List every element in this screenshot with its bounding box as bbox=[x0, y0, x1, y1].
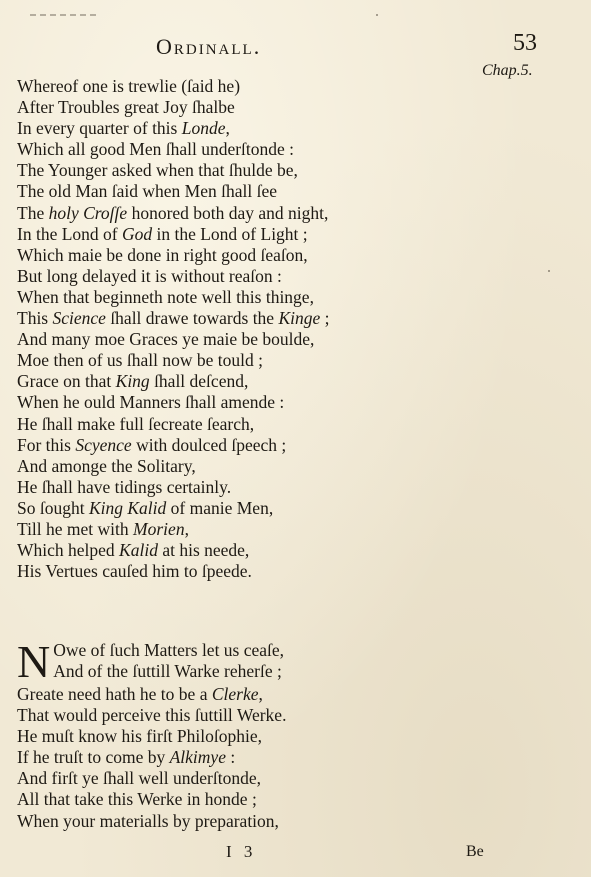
italic-text: Alkimye bbox=[169, 747, 226, 768]
text: ſhall drawe towards the bbox=[105, 308, 279, 329]
text: But long delayed it is without reaſon : bbox=[17, 265, 282, 286]
text: And of the ſuttill Warke reherſe ; bbox=[53, 661, 282, 682]
text: So ſought bbox=[17, 497, 89, 518]
verse-line bbox=[17, 811, 286, 832]
text: of manie Men, bbox=[166, 497, 274, 518]
verse-line bbox=[17, 308, 330, 329]
text: All that take this Werke in honde ; bbox=[17, 789, 257, 810]
text: in the Lond of Light ; bbox=[152, 223, 308, 244]
text: He muſt know his firſt Philoſophie, bbox=[17, 726, 262, 747]
verse-line bbox=[17, 768, 286, 789]
italic-text: God bbox=[121, 223, 153, 244]
text: Which helped bbox=[17, 540, 120, 561]
text: That would perceive this ſuttill Werke. bbox=[17, 705, 287, 726]
text: If he truſt to come by bbox=[17, 747, 170, 768]
text: Grace on that bbox=[17, 371, 116, 392]
verse-line bbox=[17, 97, 330, 118]
text: When your materialls by preparation, bbox=[17, 810, 279, 831]
verse-line bbox=[17, 287, 330, 308]
text: In the Lond of bbox=[17, 223, 122, 244]
text: Till he met with bbox=[17, 518, 134, 539]
verse-line bbox=[17, 181, 330, 202]
verse-line bbox=[17, 414, 330, 435]
drop-cap-lines bbox=[17, 636, 286, 687]
verse-line bbox=[17, 266, 330, 287]
text: , bbox=[258, 684, 263, 704]
text: Moe then of us ſhall now be tould ; bbox=[17, 350, 263, 371]
text: He ſhall have tidings certainly. bbox=[17, 476, 232, 497]
verse-stanza-1 bbox=[17, 76, 330, 582]
text: at his neede, bbox=[157, 540, 250, 561]
italic-text: King Kalid bbox=[88, 497, 167, 518]
verse-line bbox=[17, 726, 286, 747]
catchword: Be bbox=[466, 843, 484, 860]
ink-smudge bbox=[30, 14, 100, 16]
verse-line bbox=[17, 224, 330, 245]
verse-line bbox=[17, 540, 330, 561]
text: And firſt ye ſhall well underſtonde, bbox=[17, 768, 261, 789]
text: honored both day and night, bbox=[127, 202, 329, 223]
text: , bbox=[225, 118, 230, 139]
text: His Vertues cauſed him to ſpeede. bbox=[17, 561, 252, 582]
text: This bbox=[17, 308, 53, 329]
verse-line bbox=[17, 118, 330, 139]
text: ; bbox=[320, 308, 330, 329]
text: For this bbox=[17, 434, 76, 455]
stanza-lines bbox=[17, 684, 286, 832]
text: Greate need hath he to be a bbox=[17, 684, 212, 704]
text: The old Man ſaid when Men ſhall ſee bbox=[17, 181, 277, 202]
italic-text: Kalid bbox=[119, 540, 158, 561]
italic-text: Science bbox=[52, 308, 106, 329]
text: Which all good Men ſhall underſtonde : bbox=[17, 139, 295, 160]
verse-stanza-2 bbox=[17, 636, 287, 832]
text: When that beginneth note well this thinge, bbox=[17, 286, 314, 307]
verse-line bbox=[17, 203, 330, 224]
verse-line bbox=[17, 160, 330, 181]
text: The bbox=[17, 202, 49, 223]
verse-line bbox=[17, 747, 286, 768]
verse-line bbox=[17, 477, 330, 498]
text: And amonge the Solitary, bbox=[17, 455, 196, 476]
verse-line bbox=[17, 456, 330, 477]
verse-line bbox=[17, 139, 330, 160]
verse-line bbox=[17, 519, 330, 540]
text: When he ould Manners ſhall amende : bbox=[17, 392, 285, 413]
italic-text: Clerke bbox=[211, 684, 259, 704]
text: with doulced ſpeech ; bbox=[131, 434, 287, 455]
text: : bbox=[225, 747, 236, 768]
italic-text: Scyence bbox=[75, 434, 132, 455]
text: He ſhall make full ſecreate ſearch, bbox=[17, 413, 255, 434]
italic-text: Kinge bbox=[278, 308, 321, 329]
verse-line bbox=[17, 684, 286, 705]
verse-line bbox=[17, 640, 286, 661]
text: , bbox=[184, 518, 189, 539]
italic-text: Londe bbox=[181, 118, 226, 139]
text: Which maie be done in right good ſeaſon, bbox=[17, 244, 308, 265]
verse-line bbox=[17, 705, 286, 726]
text: The Younger asked when that ſhulde be, bbox=[17, 160, 298, 181]
running-head-title: Ordinall. bbox=[156, 34, 262, 59]
verse-line bbox=[17, 371, 330, 392]
verse-line bbox=[17, 435, 330, 456]
verse-line bbox=[17, 76, 330, 97]
text: And many moe Graces ye maie be boulde, bbox=[17, 329, 315, 350]
verse-line bbox=[17, 498, 330, 519]
italic-text: holy Croſſe bbox=[48, 202, 128, 223]
verse-line bbox=[17, 329, 330, 350]
text: Whereof one is trewlie (ſaid he) bbox=[17, 76, 241, 96]
verse-line bbox=[17, 350, 330, 371]
verse-line bbox=[17, 392, 330, 413]
signature-mark: I 3 bbox=[226, 842, 257, 861]
page-number: 53 bbox=[513, 30, 537, 56]
verse-line bbox=[17, 245, 330, 266]
italic-text: King bbox=[115, 371, 150, 392]
ink-speck bbox=[376, 14, 378, 16]
stanza-opening bbox=[17, 636, 286, 687]
drop-cap-initial: N bbox=[17, 636, 51, 687]
italic-text: Morien bbox=[133, 518, 185, 539]
text: ſhall deſcend, bbox=[149, 371, 249, 392]
verse-line bbox=[17, 661, 286, 682]
text: After Troubles great Joy ſhalbe bbox=[17, 97, 235, 118]
chapter-reference: Chap.5. bbox=[482, 62, 533, 79]
text: In every quarter of this bbox=[17, 118, 182, 139]
text: Owe of ſuch Matters let us ceaſe, bbox=[53, 640, 285, 660]
verse-line bbox=[17, 789, 286, 810]
ink-speck bbox=[548, 270, 550, 272]
verse-line bbox=[17, 561, 330, 582]
